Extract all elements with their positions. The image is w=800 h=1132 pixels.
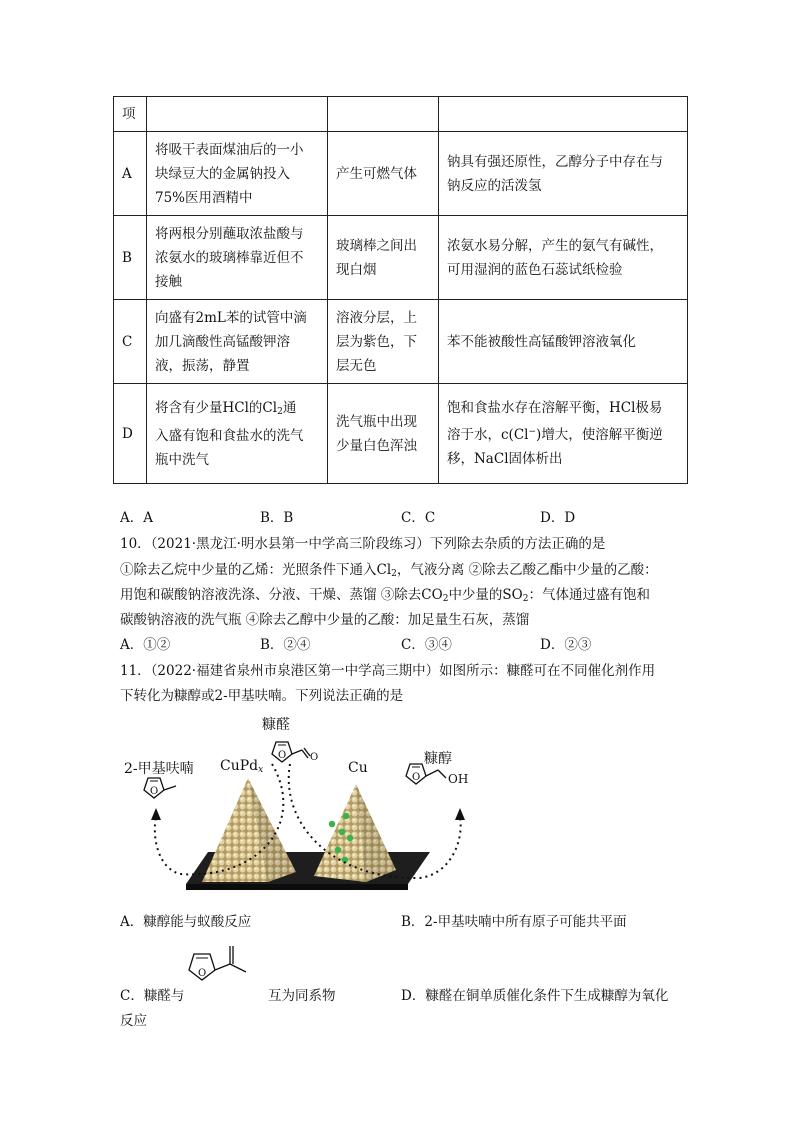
table-row — [114, 384, 688, 484]
cell-line: 层无色 — [336, 357, 377, 374]
atom-o-furfural: O — [278, 750, 287, 761]
atom-o-acetylfuran: O — [198, 968, 207, 979]
chem-subscript: 2 — [391, 569, 397, 579]
text-run: 将含有少量HCl的 — [155, 399, 263, 416]
label-cu: Cu — [348, 760, 368, 776]
q11-stem — [120, 661, 655, 681]
text-run: 增大，使溶解平衡逆 — [541, 427, 663, 443]
header-cell-item: 项 — [114, 97, 147, 132]
q10-line: 碳酸钠溶液的洗气瓶 ④除去乙醇中少量的乙酸：加足量生石灰，蒸馏 — [120, 612, 530, 628]
cell-line: 钠具有强还原性，乙醇分子中存在与 — [447, 153, 663, 170]
q11-option-b: B．2-甲基呋喃中所有原子可能共平面 — [401, 914, 627, 930]
cell-line: 块绿豆大的金属钠投入 — [155, 165, 290, 182]
substrate-edge — [186, 884, 408, 890]
q10-option-b: B．②④ — [260, 637, 311, 653]
conclusion-cell — [439, 384, 688, 484]
cell-line: 玻璃棒之间出 — [336, 237, 417, 254]
row-key: A — [114, 132, 147, 216]
cell-line: 将两根分别蘸取浓盐酸与 — [155, 225, 304, 242]
cell-line: 层为紫色，下 — [336, 333, 417, 350]
cell-line: 产生可燃气体 — [336, 165, 417, 182]
cell-line: 入盛有饱和食盐水的洗气 — [155, 427, 304, 444]
row-key: C — [114, 300, 147, 384]
q10-line — [120, 560, 658, 584]
chem-formula — [262, 400, 282, 416]
text-run: 溶于水， — [447, 427, 501, 443]
q10-stem — [120, 534, 605, 554]
q9-option-c: C．C — [401, 510, 436, 526]
bond — [215, 964, 230, 970]
header-cell-conclusion — [439, 97, 688, 132]
conclusion-cell — [439, 300, 688, 384]
q10-line — [120, 585, 650, 609]
q9-option-a: A．A — [120, 510, 153, 526]
text-run: ①除去乙烷中少量的乙烯：光照条件下通入Cl — [120, 562, 392, 578]
table-row — [114, 300, 688, 384]
cell-line: 向盛有2mL苯的试管中滴 — [155, 309, 307, 326]
cell-line: 钠反应的活泼氢 — [447, 177, 542, 194]
question-number: 10． — [120, 536, 151, 552]
q9-option-d: D．D — [540, 510, 576, 526]
q11-option-c-post: 互为同系物 — [268, 988, 336, 1004]
arrowhead-icon — [455, 808, 465, 820]
cell-line: 现白烟 — [336, 261, 377, 278]
cell-line: 接触 — [155, 273, 182, 290]
cell-line: 洗气瓶中出现 — [336, 413, 417, 430]
cell-line — [155, 396, 319, 424]
cell-line: 溶液分层，上 — [336, 309, 417, 326]
chem-subscript: 2 — [277, 406, 283, 417]
bond — [438, 770, 446, 778]
cell-line: 75%医用酒精中 — [155, 189, 253, 206]
question-text: （2022·福建省泉州市泉港区第一中学高三期中）如图所示：糠醛可在不同催化剂作用 — [150, 663, 656, 679]
cupd-subscript: x — [258, 765, 264, 775]
phenomenon-cell — [328, 384, 439, 484]
cell-line: 浓氨水的玻璃棒靠近但不 — [155, 249, 304, 266]
green-atom — [329, 821, 335, 827]
cell-line: 移，NaCl固体析出 — [447, 451, 563, 467]
row-key: D — [114, 384, 147, 484]
q11-option-c-pre: C．糠醛与 — [120, 988, 185, 1004]
q10-option-d: D．②③ — [540, 637, 592, 653]
operation-cell — [147, 132, 328, 216]
cell-line: 浓氨水易分解，产生的氨气有碱性， — [447, 237, 663, 254]
operation-cell — [147, 384, 328, 484]
phenomenon-cell — [328, 132, 439, 216]
cell-line: 可用湿润的蓝色石蕊试纸检验 — [447, 261, 623, 278]
experiment-table — [113, 96, 688, 484]
operation-cell — [147, 216, 328, 300]
chem-formula — [501, 427, 541, 443]
acetylfuran-structure — [180, 938, 262, 998]
header-cell-operation — [147, 97, 328, 132]
operation-cell — [147, 300, 328, 384]
question-source: （2021·黑龙江·明水县第一中学高三阶段练习）下列除去杂质的方法正确的是 — [150, 536, 606, 552]
q11-line: 下转化为糠醇或2-甲基呋喃。下列说法正确的是 — [120, 688, 404, 704]
cell-line: 加几滴酸性高锰酸钾溶 — [155, 333, 290, 350]
cell-line: 将吸干表面煤油后的一小 — [155, 141, 304, 158]
catalysis-diagram — [120, 712, 640, 902]
header-cell-phenomenon — [328, 97, 439, 132]
conclusion-cell — [439, 216, 688, 300]
text-run: 中少量的SO — [448, 587, 523, 603]
methyl-bond — [230, 964, 246, 972]
chem-subscript: 2 — [442, 594, 449, 604]
table-row — [114, 132, 688, 216]
label-furfural: 糠醛 — [262, 717, 290, 733]
label-furfuryl-alcohol: 糠醇 — [424, 751, 452, 767]
chem-symbol: c(Cl — [501, 427, 529, 443]
cell-line: 少量白色浑浊 — [336, 437, 417, 454]
bond — [164, 786, 176, 790]
label-methylfuran: 2-甲基呋喃 — [124, 761, 194, 777]
phenomenon-cell — [328, 216, 439, 300]
text-run: 用饱和碳酸钠溶液洗涤、分液、干燥、蒸馏 ③除去CO — [120, 587, 443, 603]
text-run: ，气液分离 ②除去乙酸乙酯中少量的乙酸： — [396, 562, 658, 578]
cell-line: 饱和食盐水存在溶解平衡，HCl极易 — [447, 400, 663, 416]
cell-line: 液，振荡，静置 — [155, 357, 250, 374]
q11-option-d: D．糠醛在铜单质催化条件下生成糠醇为氧化 — [401, 988, 669, 1004]
q10-option-c: C．③④ — [401, 637, 452, 653]
cell-line: 苯不能被酸性高锰酸钾溶液氧化 — [447, 333, 636, 350]
q11-option-a: A．糠醇能与蚁酸反应 — [120, 914, 252, 930]
cell-line: 瓶中洗气 — [155, 451, 209, 468]
phenomenon-cell — [328, 300, 439, 384]
chem-paren: ) — [536, 427, 542, 443]
green-atom — [335, 847, 341, 853]
green-atom — [343, 813, 349, 819]
atom-o-carbonyl: O — [310, 752, 319, 763]
question-number: 11． — [120, 663, 151, 679]
atom-o-furfuryl: O — [412, 772, 421, 783]
cupd-text: CuPd — [220, 758, 259, 774]
arrowhead-icon — [151, 808, 161, 820]
green-atom — [347, 835, 353, 841]
text-run: 通 — [282, 399, 297, 416]
text-run: ：气体通过盛有饱和 — [528, 587, 650, 603]
q9-option-b: B．B — [260, 510, 294, 526]
chem-superscript: − — [528, 427, 537, 437]
cell-line — [447, 420, 679, 447]
q10-option-a: A．①② — [120, 637, 171, 653]
bond — [292, 750, 302, 754]
label-cupd — [220, 758, 263, 775]
atom-o-methylfuran: O — [150, 786, 159, 797]
chem-subscript: 2 — [522, 594, 529, 604]
table-header-row — [114, 97, 688, 132]
acetylfuran-diagram — [180, 938, 262, 998]
conclusion-cell — [439, 132, 688, 216]
q11-option-d-cont: 反应 — [120, 1013, 147, 1029]
bond — [426, 770, 438, 776]
chem-symbol: Cl — [262, 399, 278, 416]
group-oh: OH — [448, 772, 469, 786]
catalysis-figure — [120, 712, 640, 902]
table-row — [114, 216, 688, 300]
green-atom — [339, 829, 345, 835]
row-key: B — [114, 216, 147, 300]
